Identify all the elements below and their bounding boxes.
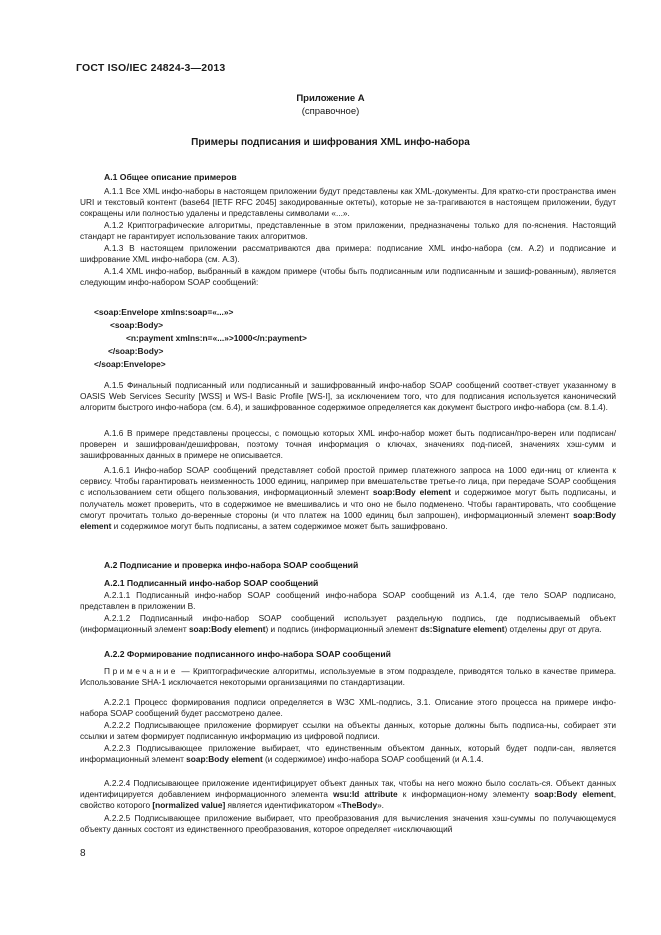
code-line-envelope-open: <soap:Envelope xmlns:soap=«...»> [94, 307, 234, 317]
code-line-body-close: </soap:Body> [108, 346, 164, 356]
code-line-body-open: <soap:Body> [110, 320, 164, 330]
paragraph-a221: А.2.2.1 Процесс формирования подписи определяется в W3C XML-подпись, 3.1. Описание этого процесса на примере инфо-набора SOAP сообщений будет рассмотрено далее. [80, 697, 616, 719]
paragraph-a15: А.1.5 Финальный подписанный или подписанный и зашифрованный инфо-набор SOAP сообщений соответ-ствует указанному в OASIS Web Services Security [WSS] и WS-I Basic Profile [WS-I], за исключением того, что для подписания используется канонический алгоритм быстрого инфо-набора (см. 6.4), и зашифрованное содержимое определяется как документ быстрого инфо-набора (см. 8.1.4). [80, 380, 616, 413]
standard-header: ГОСТ ISO/IEC 24824-3—2013 [76, 62, 226, 74]
paragraph-a222: А.2.2.2 Подписывающее приложение формирует ссылки на объекты данных, которые должны быть подписа-ны, собирает эти ссылки и затем формирует подписанную информацию из цифровой подписи. [80, 720, 616, 742]
paragraph-a211: А.2.1.1 Подписанный инфо-набор SOAP сообщений инфо-набора SOAP сообщений из А.1.4, где тело SOAP подписано, представлен в приложении В. [80, 590, 616, 612]
paragraph-a225: А.2.2.5 Подписывающее приложение выбирает, что преобразования для вычисления значения хэш-суммы по получающемуся объекту данных состоят из единственного преобразования, которое определяет «исключающий [80, 813, 616, 835]
appendix-heading: Примеры подписания и шифрования XML инфо-набора [191, 137, 470, 148]
section-a21-heading: А.2.1 Подписанный инфо-набор SOAP сообщений [104, 578, 319, 588]
code-line-envelope-close: </soap:Envelope> [94, 359, 166, 369]
paragraph-a14: А.1.4 XML инфо-набор, выбранный в каждом примере (чтобы быть подписанным или подписанным и зашиф-рованным), является следующим инфо-набором SOAP сообщений: [80, 266, 616, 288]
page-number: 8 [80, 848, 86, 859]
appendix-title: Приложение А [296, 93, 365, 104]
paragraph-a161: А.1.6.1 Инфо-набор SOAP сообщений представляет собой простой пример платежного запроса на 1000 еди-ниц от клиента к сервису. Чтобы гарантировать неизменность 1000 единиц, например при вмешательстве третье-го лица, при передаче SOAP сообщения с использованием сети общего пользования, информационный элемент soap:Body element и содержимое могут быть подписаны, и получатель может проверить, что в содержимое не вмешивались и что оно не было подменено. Чтобы гарантировать, что сообщение смогут прочитать только до-веренные стороны (и что платеж на 1000 единиц был запрошен), информационный элемент soap:Body element и содержимое могут быть подписаны, а затем содержимое может быть зашифровано. [80, 465, 616, 532]
paragraph-a12: А.1.2 Криптографические алгоритмы, представленные в этом приложении, предназначены только для по-яснения. Настоящий стандарт не гарантирует использование таких алгоритмов. [80, 220, 616, 242]
paragraph-a11: А.1.1 Все XML инфо-наборы в настоящем приложении будут представлены как XML-документы. Для кратко-сти пространства имен URI и текстовый контент (base64 [IETF RFC 2045] закодированные октеты), которые не за-трагиваются в настоящем приложении, будут сокращены или полностью удалены и представлены символами «...». [80, 186, 616, 219]
section-a2-heading: А.2 Подписание и проверка инфо-набора SOAP сообщений [104, 560, 359, 570]
appendix-subtitle: (справочное) [301, 106, 360, 117]
code-line-payment: <n:payment xmlns:n=«...»>1000</n:payment> [126, 333, 307, 343]
paragraph-a13: А.1.3 В настоящем приложении рассматриваются два примера: подписание XML инфо-набора (см. А.2) и подписание и шифрование XML инфо-набора (см. А.3). [80, 243, 616, 265]
note: Примечание — Криптографические алгоритмы, используемые в этом подразделе, приводятся только в качестве примера. Использование SHA-1 исключается некоторыми организациями по стандартизации. [80, 666, 616, 688]
paragraph-a212: А.2.1.2 Подписанный инфо-набор SOAP сообщений использует раздельную подпись, где подписываемый объект (информационный элемент soap:Body element) и подпись (информационный элемент ds:Signature element) отделены друг от друга. [80, 613, 616, 635]
paragraph-a16: А.1.6 В примере представлены процессы, с помощью которых XML инфо-набор может быть подписан/про-верен или подписан/проверен и зашифрован/дешифрован, поэтому точная информация о ключах, значениях под-писей, значениях хэш-сумм и зашифрованных данных в примере не описывается. [80, 428, 616, 461]
section-a1-heading: А.1 Общее описание примеров [104, 172, 237, 182]
section-a22-heading: А.2.2 Формирование подписанного инфо-набора SOAP сообщений [104, 649, 391, 659]
paragraph-a224: А.2.2.4 Подписывающее приложение идентифицирует объект данных так, чтобы на него можно было сослать-ся. Объект данных идентифицируется добавлением информационного элемента wsu:Id attribute к информацион-ному элементу soap:Body element, свойство которого [normalized value] является идентификатором «TheBody». [80, 778, 616, 811]
paragraph-a223: А.2.2.3 Подписывающее приложение выбирает, что единственным объектом данных, который будет подпи-сан, является информационный элемент soap:Body element (и содержимое) инфо-набора SOAP сообщений (и А.1.4. [80, 743, 616, 765]
